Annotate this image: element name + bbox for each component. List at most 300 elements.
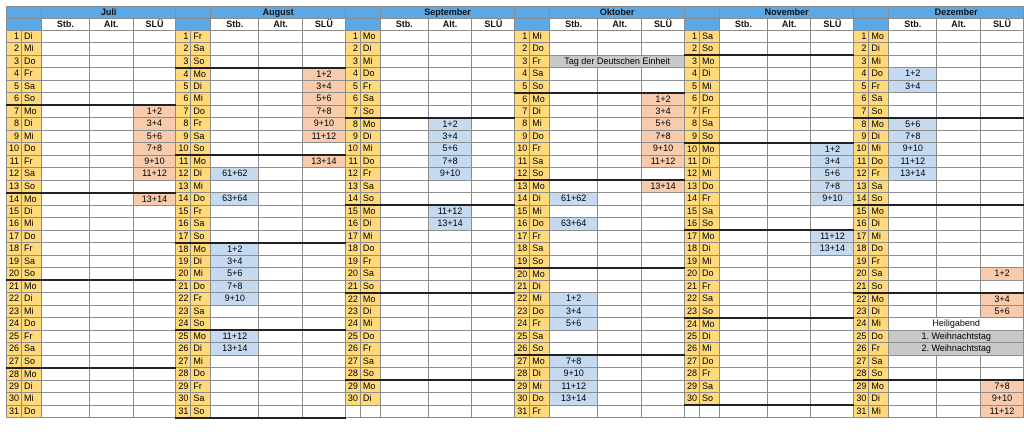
weekday: Mi (530, 380, 550, 393)
day-number: 12 (176, 168, 191, 181)
day-number: 11 (684, 155, 699, 168)
stb-cell (41, 205, 89, 218)
slu-cell (302, 305, 345, 318)
month-corner (176, 7, 211, 19)
day-number: 19 (7, 255, 22, 268)
stb-cell (211, 355, 259, 368)
day-number: 21 (345, 280, 360, 293)
stb-cell (889, 243, 937, 256)
stb-cell (380, 243, 428, 256)
slu-cell: 13+14 (811, 243, 854, 256)
month-title: August (211, 7, 345, 19)
alt-cell (937, 230, 981, 243)
day-number: 20 (7, 268, 22, 281)
stb-cell (380, 205, 428, 218)
stb-cell: 5+6 (889, 118, 937, 131)
alt-cell (598, 105, 642, 118)
day-number: 6 (345, 93, 360, 106)
day-number: 8 (684, 118, 699, 131)
weekday: Sa (699, 293, 719, 306)
stb-cell: 7+8 (889, 130, 937, 143)
weekday: Mi (530, 31, 550, 43)
stb-cell (41, 255, 89, 268)
alt-cell (937, 280, 981, 293)
slu-cell (472, 80, 515, 93)
stb-cell: 13+14 (550, 393, 598, 406)
weekday: Do (360, 330, 380, 343)
stb-cell (719, 255, 767, 268)
column-header-alt: Alt. (89, 19, 133, 31)
stb-cell (211, 305, 259, 318)
alt-cell (259, 105, 303, 118)
stb-cell (380, 268, 428, 281)
slu-cell (302, 143, 345, 156)
weekday: Fr (699, 193, 719, 206)
alt-cell (428, 80, 472, 93)
slu-cell (302, 180, 345, 193)
day-number: 16 (854, 218, 869, 231)
alt-cell (89, 255, 133, 268)
day-number: 13 (176, 180, 191, 193)
stb-cell (41, 230, 89, 243)
day-number: 6 (176, 93, 191, 106)
weekday: Mo (360, 118, 380, 131)
stb-cell (889, 293, 937, 306)
alt-cell (89, 293, 133, 306)
slu-cell (133, 355, 176, 368)
stb-cell (41, 193, 89, 206)
slu-cell (811, 330, 854, 343)
day-row (7, 118, 1024, 131)
day-number: 30 (854, 393, 869, 406)
weekday: Di (360, 305, 380, 318)
day-number: 10 (684, 143, 699, 156)
slu-cell (642, 218, 685, 231)
weekday: Do (699, 180, 719, 193)
alt-cell (89, 343, 133, 356)
stb-cell (550, 405, 598, 418)
stb-cell (380, 180, 428, 193)
slu-cell: 7+8 (302, 105, 345, 118)
stb-cell (380, 218, 428, 231)
slu-cell (642, 243, 685, 256)
day-row (7, 305, 1024, 318)
weekday: Fr (869, 168, 889, 181)
alt-cell (259, 305, 303, 318)
weekday: Di (360, 43, 380, 56)
day-number: 16 (515, 218, 530, 231)
stb-cell (550, 268, 598, 281)
weekday: Mi (530, 118, 550, 131)
weekday: Fr (530, 143, 550, 156)
day-number: 27 (345, 355, 360, 368)
weekday: Do (699, 355, 719, 368)
weekday: Fr (191, 380, 211, 393)
alt-cell: 9+10 (428, 168, 472, 181)
stb-cell (889, 280, 937, 293)
subheader-corner (854, 19, 889, 31)
day-row (7, 43, 1024, 56)
stb-cell (211, 180, 259, 193)
weekday: Do (360, 243, 380, 256)
stb-cell (380, 31, 428, 43)
alt-cell (598, 280, 642, 293)
weekday: Mo (191, 330, 211, 343)
day-number: 19 (515, 255, 530, 268)
stb-cell: 11+12 (211, 330, 259, 343)
day-number: 9 (7, 130, 22, 143)
alt-cell (767, 105, 811, 118)
alt-cell (767, 230, 811, 243)
slu-cell (302, 243, 345, 256)
weekday: Di (22, 31, 42, 43)
alt-cell (598, 243, 642, 256)
weekday: Mi (22, 393, 42, 406)
empty-cell (811, 405, 854, 418)
column-header-stb: Stb. (889, 19, 937, 31)
weekday: Mi (360, 143, 380, 156)
slu-cell (133, 80, 176, 93)
holiday-label: Tag der Deutschen Einheit (550, 55, 685, 68)
day-number: 5 (345, 80, 360, 93)
day-number: 14 (345, 193, 360, 206)
day-number: 20 (854, 268, 869, 281)
alt-cell (767, 55, 811, 68)
weekday: Sa (22, 255, 42, 268)
day-number: 24 (684, 318, 699, 331)
weekday: Sa (699, 205, 719, 218)
stb-cell (380, 118, 428, 131)
day-number: 5 (515, 80, 530, 93)
weekday: Mo (360, 31, 380, 43)
slu-cell (302, 405, 345, 418)
stb-cell (211, 218, 259, 231)
stb-cell (211, 405, 259, 418)
stb-cell: 63+64 (550, 218, 598, 231)
day-number: 13 (854, 180, 869, 193)
alt-cell (428, 293, 472, 306)
stb-cell (719, 130, 767, 143)
weekday: Mi (22, 43, 42, 56)
slu-cell (811, 93, 854, 106)
day-number: 24 (7, 318, 22, 331)
weekday: Do (22, 405, 42, 418)
stb-cell (211, 143, 259, 156)
stb-cell (211, 205, 259, 218)
weekday: So (360, 368, 380, 381)
day-number: 25 (684, 330, 699, 343)
slu-cell: 5+6 (980, 305, 1023, 318)
day-number: 29 (515, 380, 530, 393)
stb-cell (41, 155, 89, 168)
weekday: So (530, 168, 550, 181)
stb-cell (719, 205, 767, 218)
weekday: Mo (22, 368, 42, 381)
empty-cell (472, 405, 515, 418)
weekday: Fr (530, 318, 550, 331)
alt-cell (259, 293, 303, 306)
slu-cell (302, 268, 345, 281)
alt-cell (428, 318, 472, 331)
day-number: 28 (684, 368, 699, 381)
holiday-label: 1. Weihnachtstag (889, 330, 1024, 343)
day-number: 25 (7, 330, 22, 343)
weekday: Sa (699, 380, 719, 393)
stb-cell (211, 80, 259, 93)
weekday: Sa (22, 168, 42, 181)
stb-cell (41, 80, 89, 93)
slu-cell (472, 143, 515, 156)
day-number: 12 (684, 168, 699, 181)
stb-cell (719, 155, 767, 168)
day-number: 2 (515, 43, 530, 56)
alt-cell: 1+2 (428, 118, 472, 131)
stb-cell (719, 393, 767, 406)
alt-cell (89, 243, 133, 256)
stb-cell (41, 168, 89, 181)
stb-cell (211, 393, 259, 406)
slu-cell (811, 318, 854, 331)
alt-cell (89, 218, 133, 231)
stb-cell (41, 330, 89, 343)
slu-cell: 1+2 (302, 68, 345, 81)
slu-cell (980, 193, 1023, 206)
day-number: 15 (176, 205, 191, 218)
day-number: 14 (7, 193, 22, 206)
day-row (7, 380, 1024, 393)
day-number: 19 (684, 255, 699, 268)
alt-cell (89, 405, 133, 418)
day-number: 28 (176, 368, 191, 381)
stb-cell (211, 68, 259, 81)
stb-cell (550, 143, 598, 156)
day-number: 24 (176, 318, 191, 331)
alt-cell (89, 130, 133, 143)
column-header-alt: Alt. (598, 19, 642, 31)
alt-cell (89, 330, 133, 343)
slu-cell (642, 168, 685, 181)
day-number: 2 (854, 43, 869, 56)
alt-cell (598, 305, 642, 318)
alt-cell (89, 168, 133, 181)
slu-cell: 9+10 (133, 155, 176, 168)
stb-cell: 7+8 (211, 280, 259, 293)
stb-cell (380, 380, 428, 393)
slu-cell (472, 218, 515, 231)
weekday: So (22, 93, 42, 106)
calendar-table (6, 6, 1024, 419)
day-number: 14 (515, 193, 530, 206)
slu-cell (642, 280, 685, 293)
column-header-slu: SLÜ (980, 19, 1023, 31)
alt-cell (89, 193, 133, 206)
alt-cell (767, 93, 811, 106)
day-number: 20 (515, 268, 530, 281)
day-number: 2 (684, 43, 699, 56)
day-number: 5 (854, 80, 869, 93)
alt-cell (767, 355, 811, 368)
slu-cell (980, 68, 1023, 81)
slu-cell (472, 268, 515, 281)
stb-cell (719, 80, 767, 93)
stb-cell: 1+2 (889, 68, 937, 81)
slu-cell (133, 255, 176, 268)
weekday: Do (191, 193, 211, 206)
day-row (7, 330, 1024, 343)
day-row (7, 205, 1024, 218)
day-row (7, 143, 1024, 156)
slu-cell (133, 68, 176, 81)
weekday: So (869, 193, 889, 206)
day-number: 23 (515, 305, 530, 318)
alt-cell (259, 93, 303, 106)
alt-cell (937, 255, 981, 268)
stb-cell (719, 318, 767, 331)
slu-cell (811, 205, 854, 218)
slu-cell: 3+4 (642, 105, 685, 118)
alt-cell (937, 293, 981, 306)
day-number: 8 (176, 118, 191, 131)
weekday: Mi (869, 318, 889, 331)
alt-cell (598, 168, 642, 181)
slu-cell (642, 255, 685, 268)
slu-cell (811, 105, 854, 118)
weekday: Fr (530, 55, 550, 68)
day-number: 17 (176, 230, 191, 243)
stb-cell (889, 205, 937, 218)
stb-cell: 9+10 (211, 293, 259, 306)
stb-cell (41, 243, 89, 256)
weekday: Di (191, 80, 211, 93)
day-number: 15 (345, 205, 360, 218)
day-number: 21 (176, 280, 191, 293)
stb-cell (719, 243, 767, 256)
stb-cell (380, 155, 428, 168)
alt-cell (767, 31, 811, 43)
weekday: Fr (699, 368, 719, 381)
day-number: 6 (854, 93, 869, 106)
subheader-corner (345, 19, 380, 31)
day-number: 19 (176, 255, 191, 268)
stb-cell: 3+4 (550, 305, 598, 318)
day-number: 3 (345, 55, 360, 68)
slu-cell (472, 93, 515, 106)
slu-cell (980, 130, 1023, 143)
subheader-corner (176, 19, 211, 31)
alt-cell (937, 268, 981, 281)
day-number: 13 (684, 180, 699, 193)
alt-cell (259, 68, 303, 81)
stb-cell (889, 105, 937, 118)
slu-cell (642, 355, 685, 368)
slu-cell: 7+8 (811, 180, 854, 193)
empty-cell (719, 405, 767, 418)
slu-cell: 9+10 (302, 118, 345, 131)
weekday: Mo (360, 205, 380, 218)
column-header-row (7, 19, 1024, 31)
day-number: 24 (854, 318, 869, 331)
day-row (7, 255, 1024, 268)
day-number: 22 (345, 293, 360, 306)
stb-cell (550, 118, 598, 131)
day-number: 2 (345, 43, 360, 56)
slu-cell (811, 80, 854, 93)
alt-cell (598, 318, 642, 331)
day-number: 25 (345, 330, 360, 343)
slu-cell (472, 155, 515, 168)
day-number: 20 (684, 268, 699, 281)
weekday: Do (22, 230, 42, 243)
slu-cell (642, 330, 685, 343)
weekday: Sa (191, 43, 211, 56)
stb-cell (550, 155, 598, 168)
weekday: Sa (191, 218, 211, 231)
weekday: Di (360, 218, 380, 231)
day-number: 26 (345, 343, 360, 356)
weekday: Di (22, 118, 42, 131)
alt-cell (767, 368, 811, 381)
holiday-label: 2. Weihnachtstag (889, 343, 1024, 356)
stb-cell (211, 368, 259, 381)
weekday: Di (699, 155, 719, 168)
day-number: 28 (854, 368, 869, 381)
alt-cell (937, 43, 981, 56)
day-number: 25 (854, 330, 869, 343)
weekday: So (360, 193, 380, 206)
slu-cell (302, 318, 345, 331)
alt-cell (767, 168, 811, 181)
stb-cell (719, 168, 767, 181)
alt-cell (767, 318, 811, 331)
day-number: 25 (515, 330, 530, 343)
day-row (7, 31, 1024, 43)
stb-cell (889, 268, 937, 281)
day-number: 18 (684, 243, 699, 256)
day-number: 1 (345, 31, 360, 43)
stb-cell (719, 68, 767, 81)
stb-cell (380, 193, 428, 206)
day-number: 31 (7, 405, 22, 418)
slu-cell (642, 380, 685, 393)
day-number: 30 (345, 393, 360, 406)
day-row (7, 230, 1024, 243)
weekday: Di (530, 368, 550, 381)
slu-cell (980, 105, 1023, 118)
stb-cell (719, 355, 767, 368)
alt-cell (598, 43, 642, 56)
stb-cell (550, 330, 598, 343)
weekday: Fr (699, 105, 719, 118)
day-number: 28 (345, 368, 360, 381)
alt-cell (937, 380, 981, 393)
alt-cell (937, 405, 981, 418)
stb-cell (380, 143, 428, 156)
slu-cell: 9+10 (642, 143, 685, 156)
stb-cell (889, 93, 937, 106)
weekday: Mo (869, 31, 889, 43)
stb-cell (211, 118, 259, 131)
weekday: Fr (869, 80, 889, 93)
day-number: 18 (515, 243, 530, 256)
slu-cell (133, 405, 176, 418)
weekday: Di (360, 393, 380, 406)
day-row (7, 55, 1024, 68)
weekday: Sa (530, 330, 550, 343)
stb-cell: 11+12 (889, 155, 937, 168)
day-number: 7 (345, 105, 360, 118)
stb-cell (211, 31, 259, 43)
slu-cell (811, 218, 854, 231)
